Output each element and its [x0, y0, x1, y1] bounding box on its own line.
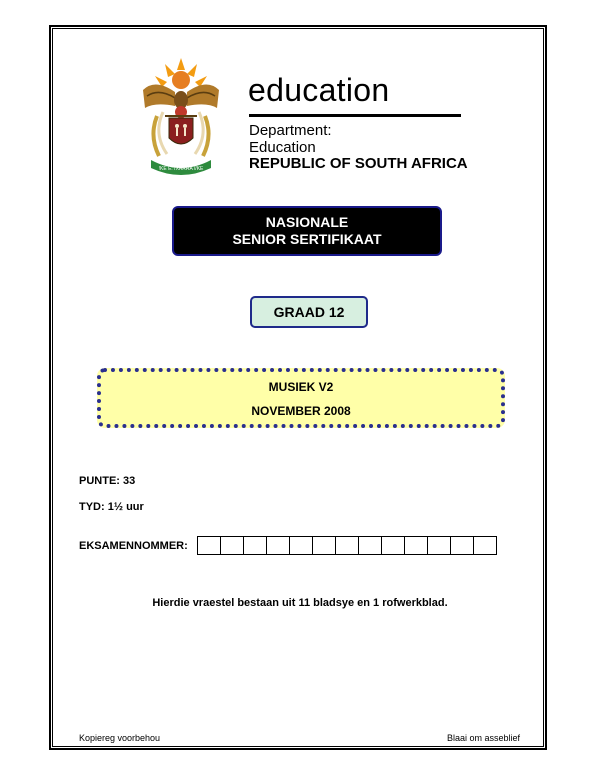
exam-number-cell[interactable] [358, 536, 382, 555]
exam-number-cell[interactable] [450, 536, 474, 555]
subject-paper: MUSIEK V2 [268, 380, 334, 394]
exam-number-cell[interactable] [427, 536, 451, 555]
grade-label: GRAAD 12 [273, 304, 345, 320]
department-name: Education [249, 139, 316, 156]
subject-box [97, 368, 505, 428]
exam-number-cell[interactable] [266, 536, 290, 555]
svg-text:!KE E: /XARRA //KE: !KE E: /XARRA //KE [158, 166, 204, 172]
certificate-line-1: NASIONALE [265, 214, 349, 230]
country-name: REPUBLIC OF SOUTH AFRICA [249, 155, 468, 172]
exam-number-cell[interactable] [197, 536, 221, 555]
exam-number-cell[interactable] [335, 536, 359, 555]
education-logo-rule [249, 114, 461, 117]
coat-of-arms-icon [135, 56, 227, 178]
certificate-line-2: SENIOR SERTIFIKAAT [232, 231, 382, 247]
exam-number-label: EKSAMENNOMMER: [79, 540, 188, 552]
copyright-footer: Kopiereg voorbehou [79, 733, 161, 743]
exam-number-cell[interactable] [404, 536, 428, 555]
exam-number-cell[interactable] [381, 536, 405, 555]
marks-label: PUNTE: 33 [79, 475, 136, 487]
department-label: Department: [249, 122, 332, 139]
time-label: TYD: 1½ uur [79, 501, 144, 513]
subject-date: NOVEMBER 2008 [251, 404, 351, 418]
exam-number-cell[interactable] [220, 536, 244, 555]
exam-number-cell[interactable] [243, 536, 267, 555]
page-count-note: Hierdie vraestel bestaan uit 11 bladsye en 1 rofwerkblad. [152, 597, 448, 609]
education-logo-word: education [248, 72, 390, 108]
exam-number-cell[interactable] [289, 536, 313, 555]
turn-over-footer: Blaai om asseblief [446, 733, 520, 743]
exam-number-cell[interactable] [473, 536, 497, 555]
grade-badge [250, 296, 368, 328]
certificate-banner [172, 206, 442, 256]
exam-number-boxes [198, 536, 497, 555]
exam-number-cell[interactable] [312, 536, 336, 555]
